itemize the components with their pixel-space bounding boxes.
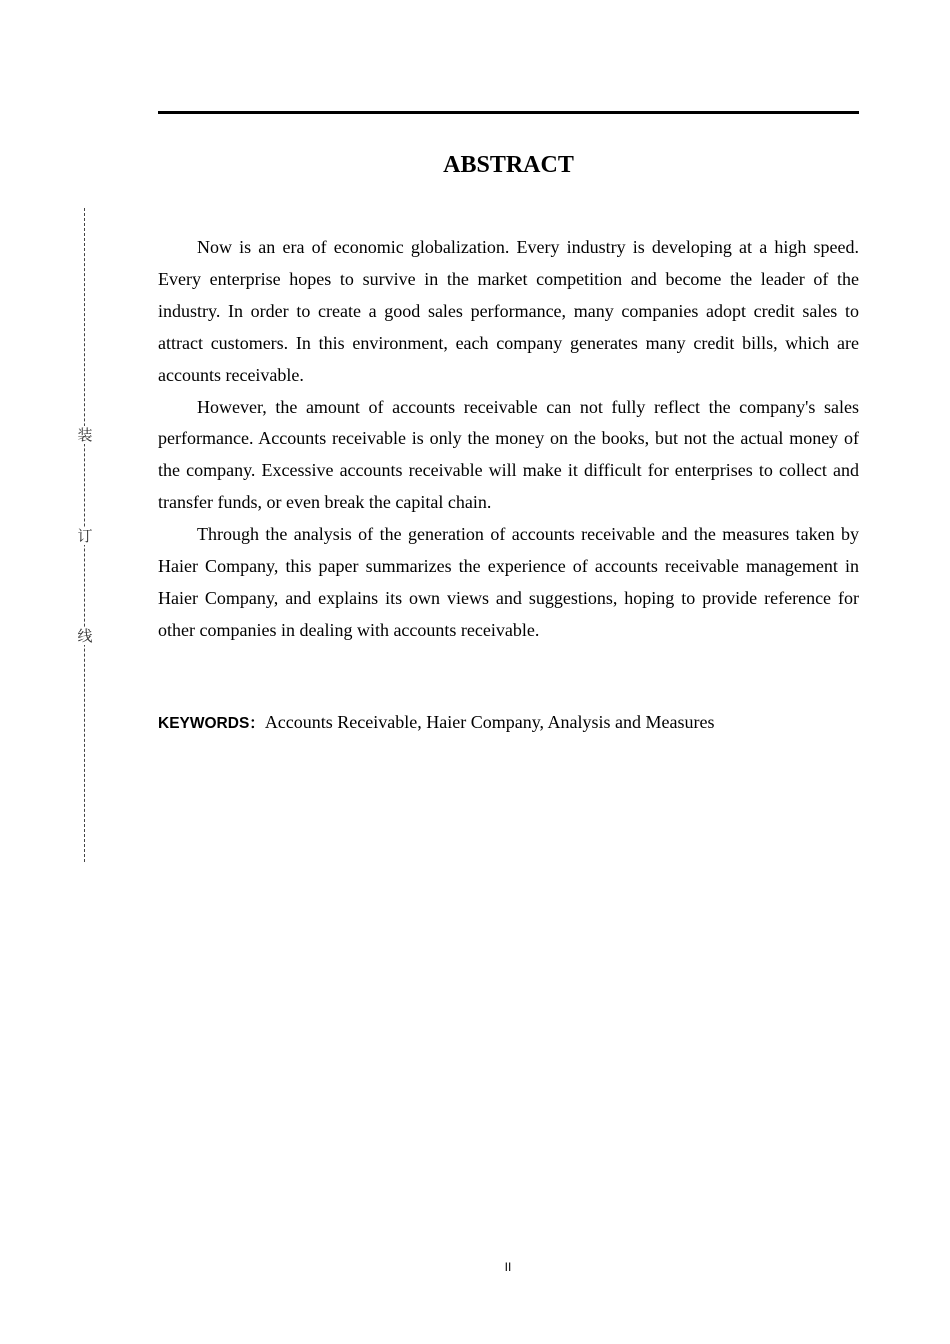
keywords-line [158,707,859,739]
page-number: II [504,1260,512,1274]
abstract-paragraph-2: However, the amount of accounts receivable can not fully reflect the company's sales performance. Accounts receivable is only the money on the books, but not the actual money of the company. Excessive accounts receivable will make it difficult for enterprises to collect and transfer funds, or even break the capital chain. [158,396,859,513]
abstract-paragraph-1: Now is an era of economic globalization. Every industry is developing at a high speed. Every enterprise hopes to survive in the market competition and become the leader of the industry. In order to create a good sales performance, many companies adopt credit sales to attract customers. In this environment, each company generates many credit bills, which are accounts receivable. [158,237,859,385]
page-title: ABSTRACT [443,152,574,178]
abstract-paragraph-3: Through the analysis of the generation of accounts receivable and the measures taken by Haier Company, this paper summarizes the experience of accounts receivable management in Haier Company, and explains its own views and suggestions, hoping to provide reference for other companies in dealing with accounts receivable. [158,524,859,640]
keywords-text: Accounts Receivable, Haier Company, Analysis and Measures [264,712,715,732]
keywords-label: KEYWORDS [158,715,250,732]
header-rule [158,111,859,114]
binding-char-zhuang: 装 [77,426,93,444]
binding-char-ding: 订 [77,527,93,545]
abstract-body [158,232,859,647]
keywords-separator: ： [249,714,265,732]
binding-char-xian: 线 [77,627,93,645]
